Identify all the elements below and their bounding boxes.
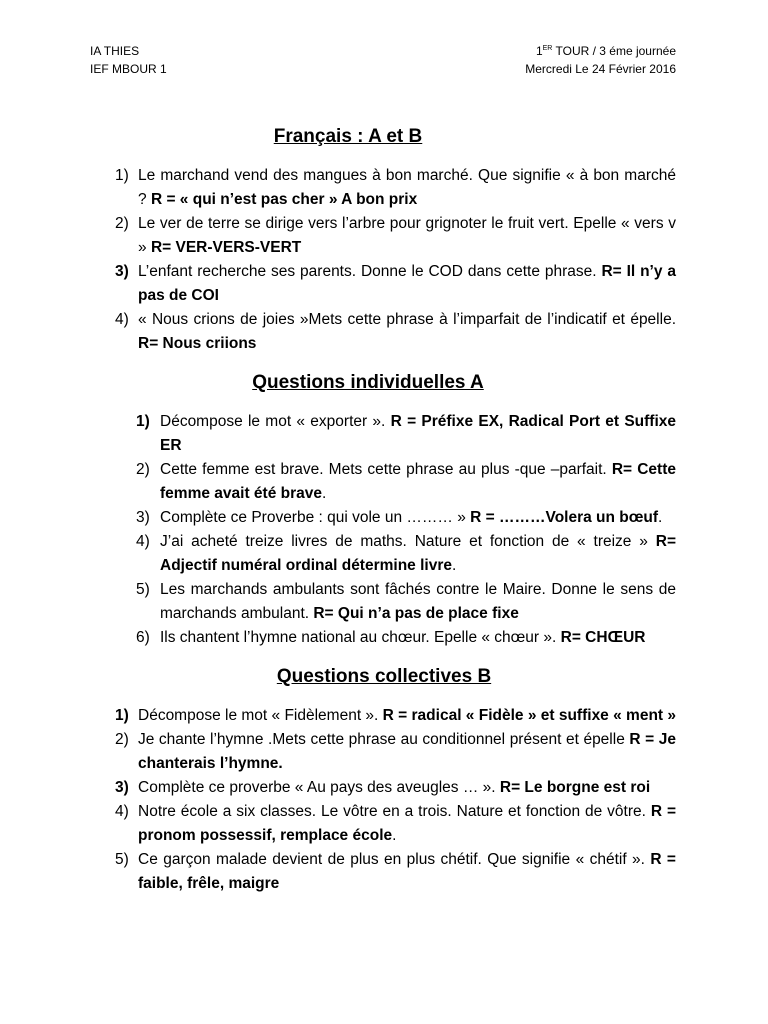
header-right: [525, 42, 676, 78]
answer-text: R= Qui n’a pas de place fixe: [313, 605, 519, 622]
answer-text: R = pronom possessif, remplace école: [138, 803, 677, 844]
answer-text: R = « qui n’est pas cher » A bon prix: [150, 191, 418, 208]
question-item: [0, 308, 768, 356]
question-text: J’ai acheté treize livres de maths. Nature et fonction de « treize »: [160, 533, 656, 550]
answer-text: R= Cette femme avait été brave: [160, 461, 676, 502]
answer-tail: .: [392, 827, 397, 844]
question-number: 2): [115, 215, 129, 232]
question-number: 5): [136, 581, 150, 598]
question-number: 5): [115, 851, 129, 868]
question-text: Le ver de terre se dirige vers l’arbre pour grignoter le fruit vert. Epelle « vers v »: [138, 215, 676, 256]
question-text: Je chante l’hymne .Mets cette phrase au conditionnel présent et épelle: [138, 731, 630, 748]
question-number: 1): [115, 707, 129, 724]
answer-text: R= CHŒUR: [560, 629, 646, 646]
answer-text: R = radical « Fidèle » et suffixe « ment »: [382, 707, 676, 724]
answer-text: R = ………Volera un bœuf: [470, 509, 659, 526]
question-item: [0, 530, 768, 578]
question-item: [0, 212, 768, 260]
answer-text: R= Nous criions: [138, 335, 257, 352]
question-text: Décompose le mot « Fidèlement ».: [138, 707, 383, 724]
question-number: 3): [115, 263, 129, 280]
question-list-collectives: [0, 704, 768, 896]
academy-label: IA THIES: [90, 44, 140, 58]
question-item: [0, 626, 768, 650]
answer-text: R= Il n’y a pas de COI: [138, 263, 677, 304]
question-number: 2): [136, 461, 150, 478]
question-text: Décompose le mot « exporter ».: [160, 413, 391, 430]
question-item: [0, 800, 768, 848]
question-item: [0, 410, 768, 458]
question-item: [0, 578, 768, 626]
question-number: 4): [115, 311, 129, 328]
question-item: [0, 458, 768, 506]
question-number: 4): [115, 803, 129, 820]
question-text: « Nous crions de joies »Mets cette phrase à l’imparfait de l’indicatif et épelle.: [138, 311, 676, 328]
question-text: Les marchands ambulants sont fâchés contre le Maire. Donne le sens de marchands ambulant.: [160, 581, 676, 622]
question-text: Ils chantent l’hymne national au chœur. Epelle « chœur ».: [160, 629, 561, 646]
question-text: Cette femme est brave. Mets cette phrase au plus -que –parfait.: [160, 461, 612, 478]
answer-tail: .: [321, 485, 327, 502]
question-item: [0, 728, 768, 776]
answer-text: R= Le borgne est roi: [499, 779, 651, 796]
question-number: 6): [136, 629, 150, 646]
question-item: [0, 776, 768, 800]
answer-tail: .: [452, 557, 457, 574]
question-text: Notre école a six classes. Le vôtre en a trois. Nature et fonction de vôtre.: [138, 803, 651, 820]
round-label: 1ER TOUR / 3 éme journée: [535, 44, 676, 58]
question-number: 2): [115, 731, 129, 748]
question-number: 4): [136, 533, 150, 550]
question-number: 1): [115, 167, 129, 184]
question-list-individuelles: [0, 410, 768, 650]
question-item: [0, 848, 768, 896]
section-title-individuelles: Questions individuelles A: [252, 372, 484, 393]
question-text: L’enfant recherche ses parents. Donne le COD dans cette phrase.: [138, 263, 602, 280]
answer-text: R = Je chanterais l’hymne.: [138, 731, 676, 772]
section-title-collectives: Questions collectives B: [276, 666, 492, 687]
question-item: [0, 164, 768, 212]
answer-text: R = faible, frêle, maigre: [138, 851, 676, 892]
answer-text: R= Adjectif numéral ordinal détermine livre: [160, 533, 676, 574]
question-list-francais: [0, 164, 768, 356]
question-item: [0, 260, 768, 308]
date-label: Mercredi Le 24 Février 2016: [525, 62, 676, 76]
question-text: Le marchand vend des mangues à bon marché. Que signifie « à bon marché ?: [138, 167, 676, 208]
question-number: 3): [115, 779, 129, 796]
question-number: 3): [136, 509, 150, 526]
question-item: [0, 704, 768, 728]
question-text: Complète ce Proverbe : qui vole un ……… »: [160, 509, 471, 526]
question-text: Complète ce proverbe « Au pays des aveugles … ».: [138, 779, 500, 796]
answer-text: R= VER-VERS-VERT: [150, 239, 302, 256]
section-title-francais: Français : A et B: [273, 126, 423, 147]
question-text: Ce garçon malade devient de plus en plus chétif. Que signifie « chétif ».: [138, 851, 651, 868]
question-item: [0, 506, 768, 530]
header-left: [90, 42, 167, 78]
answer-tail: .: [658, 509, 663, 526]
answer-text: R = Préfixe EX, Radical Port et Suffixe ER: [160, 413, 677, 454]
district-label: IEF MBOUR 1: [90, 62, 167, 76]
question-number: 1): [136, 413, 150, 430]
